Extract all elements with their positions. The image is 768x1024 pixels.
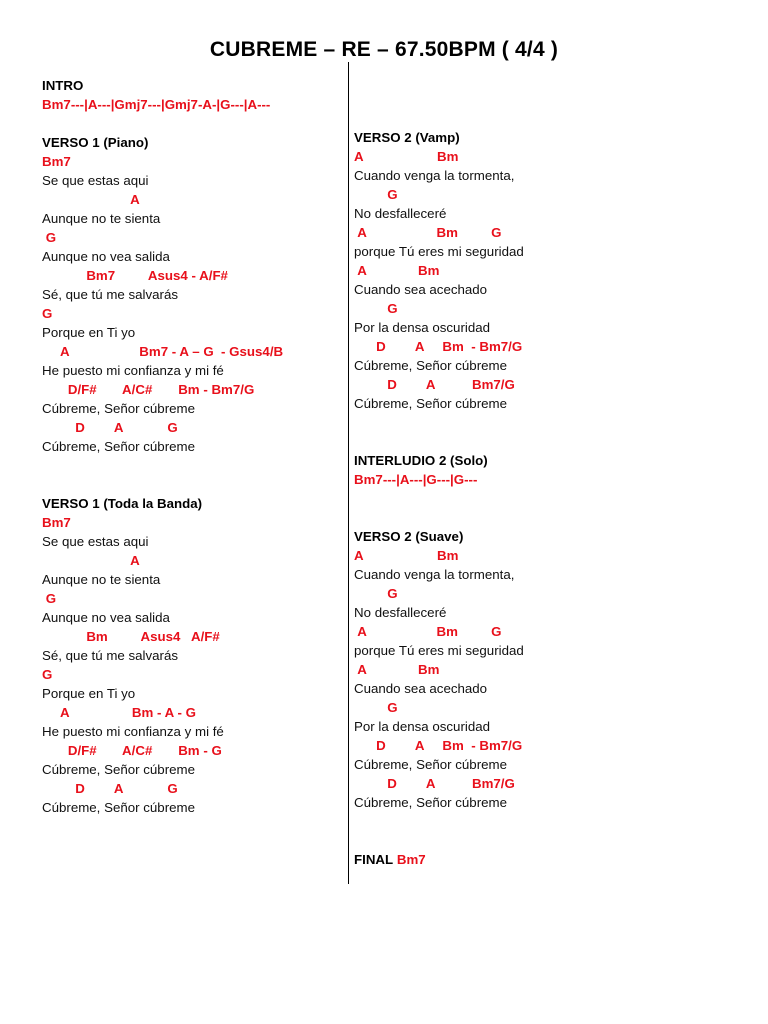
final-label: FINAL bbox=[354, 852, 394, 867]
section-verso2-suave bbox=[354, 546, 654, 812]
lyric-line: Aunque no te sienta bbox=[42, 211, 161, 226]
lyric-line: Cuando sea acechado bbox=[354, 282, 488, 297]
chord-line: A Bm7 - A – G - Gsus4/B bbox=[42, 344, 284, 359]
lyric-line: Cúbreme, Señor cúbreme bbox=[354, 358, 507, 373]
lyric-line: Se que estas aqui bbox=[42, 534, 149, 549]
chord-line: Bm7 bbox=[42, 515, 71, 530]
section-verso2-vamp bbox=[354, 147, 654, 413]
chord-line: Bm7 Asus4 - A/F# bbox=[42, 268, 228, 283]
lyric-line: Aunque no te sienta bbox=[42, 572, 161, 587]
chord-line: G bbox=[42, 667, 53, 682]
chord-line: G bbox=[354, 187, 398, 202]
section-heading-interludio2: INTERLUDIO 2 (Solo) bbox=[354, 453, 488, 468]
section-heading-verso1-banda: VERSO 1 (Toda la Banda) bbox=[42, 496, 203, 511]
lyric-line: Porque en Ti yo bbox=[42, 686, 136, 701]
interludio2-chords: Bm7---|A---|G---|G--- bbox=[354, 472, 478, 487]
chord-line: D A G bbox=[42, 781, 178, 796]
chord-line: G bbox=[42, 306, 53, 321]
lyric-line: Cúbreme, Señor cúbreme bbox=[354, 795, 507, 810]
chord-line: A Bm bbox=[354, 263, 440, 278]
lyric-line: Cúbreme, Señor cúbreme bbox=[42, 401, 195, 416]
section-heading-intro: INTRO bbox=[42, 78, 84, 93]
final-chord: Bm7 bbox=[396, 852, 426, 867]
chord-line: A Bm G bbox=[354, 624, 502, 639]
chord-line: Bm Asus4 A/F# bbox=[42, 629, 220, 644]
chord-line: A Bm - A - G bbox=[42, 705, 196, 720]
chord-line: G bbox=[354, 301, 398, 316]
lyric-line: He puesto mi confianza y mi fé bbox=[42, 363, 224, 378]
lyric-line: Cuando sea acechado bbox=[354, 681, 488, 696]
chord-line: A Bm bbox=[354, 662, 440, 677]
chord-line: D A Bm - Bm7/G bbox=[354, 339, 523, 354]
chord-line: G bbox=[354, 700, 398, 715]
lyric-line: Cúbreme, Señor cúbreme bbox=[42, 762, 195, 777]
lyric-line: porque Tú eres mi seguridad bbox=[354, 643, 524, 658]
chord-line: A bbox=[42, 553, 140, 568]
left-column bbox=[42, 76, 342, 817]
chord-line: A Bm bbox=[354, 548, 459, 563]
section-heading-verso2-vamp: VERSO 2 (Vamp) bbox=[354, 130, 460, 145]
chord-line: G bbox=[354, 586, 398, 601]
section-heading-verso2-suave: VERSO 2 (Suave) bbox=[354, 529, 464, 544]
right-column bbox=[354, 128, 654, 869]
chord-line: Bm7 bbox=[42, 154, 71, 169]
lyric-line: Por la densa oscuridad bbox=[354, 320, 491, 335]
final-line bbox=[354, 850, 654, 869]
chord-line: A Bm bbox=[354, 149, 459, 164]
lyric-line: Cúbreme, Señor cúbreme bbox=[354, 396, 507, 411]
lyric-line: Cuando venga la tormenta, bbox=[354, 168, 515, 183]
chord-line: A Bm G bbox=[354, 225, 502, 240]
lyric-line: Cúbreme, Señor cúbreme bbox=[354, 757, 507, 772]
chord-line: G bbox=[42, 591, 57, 606]
lyric-line: Aunque no vea salida bbox=[42, 249, 170, 264]
chord-line: D/F# A/C# Bm - G bbox=[42, 743, 222, 758]
chord-line: D A G bbox=[42, 420, 178, 435]
section-heading-verso1-piano: VERSO 1 (Piano) bbox=[42, 135, 149, 150]
song-title: CUBREME – RE – 67.50BPM ( 4/4 ) bbox=[209, 38, 559, 61]
chord-line: D A Bm - Bm7/G bbox=[354, 738, 523, 753]
lyric-line: porque Tú eres mi seguridad bbox=[354, 244, 524, 259]
lyric-line: Por la densa oscuridad bbox=[354, 719, 491, 734]
chord-line: D A Bm7/G bbox=[354, 377, 515, 392]
column-divider bbox=[348, 62, 349, 884]
section-verso1-piano bbox=[42, 152, 342, 456]
lyric-line: Sé, que tú me salvarás bbox=[42, 648, 178, 663]
lyric-line: He puesto mi confianza y mi fé bbox=[42, 724, 224, 739]
lyric-line: Porque en Ti yo bbox=[42, 325, 136, 340]
lyric-line: Se que estas aqui bbox=[42, 173, 149, 188]
chord-line: D A Bm7/G bbox=[354, 776, 515, 791]
chord-line: A bbox=[42, 192, 140, 207]
chord-line: D/F# A/C# Bm - Bm7/G bbox=[42, 382, 255, 397]
chord-line: G bbox=[42, 230, 57, 245]
intro-chords: Bm7---|A---|Gmj7---|Gmj7-A-|G---|A--- bbox=[42, 97, 271, 112]
section-verso1-banda bbox=[42, 513, 342, 817]
lyric-line: Cúbreme, Señor cúbreme bbox=[42, 439, 195, 454]
lyric-line: Cúbreme, Señor cúbreme bbox=[42, 800, 195, 815]
lyric-line: Aunque no vea salida bbox=[42, 610, 170, 625]
lyric-line: No desfalleceré bbox=[354, 206, 447, 221]
lyric-line: Sé, que tú me salvarás bbox=[42, 287, 178, 302]
lyric-line: No desfalleceré bbox=[354, 605, 447, 620]
lyric-line: Cuando venga la tormenta, bbox=[354, 567, 515, 582]
